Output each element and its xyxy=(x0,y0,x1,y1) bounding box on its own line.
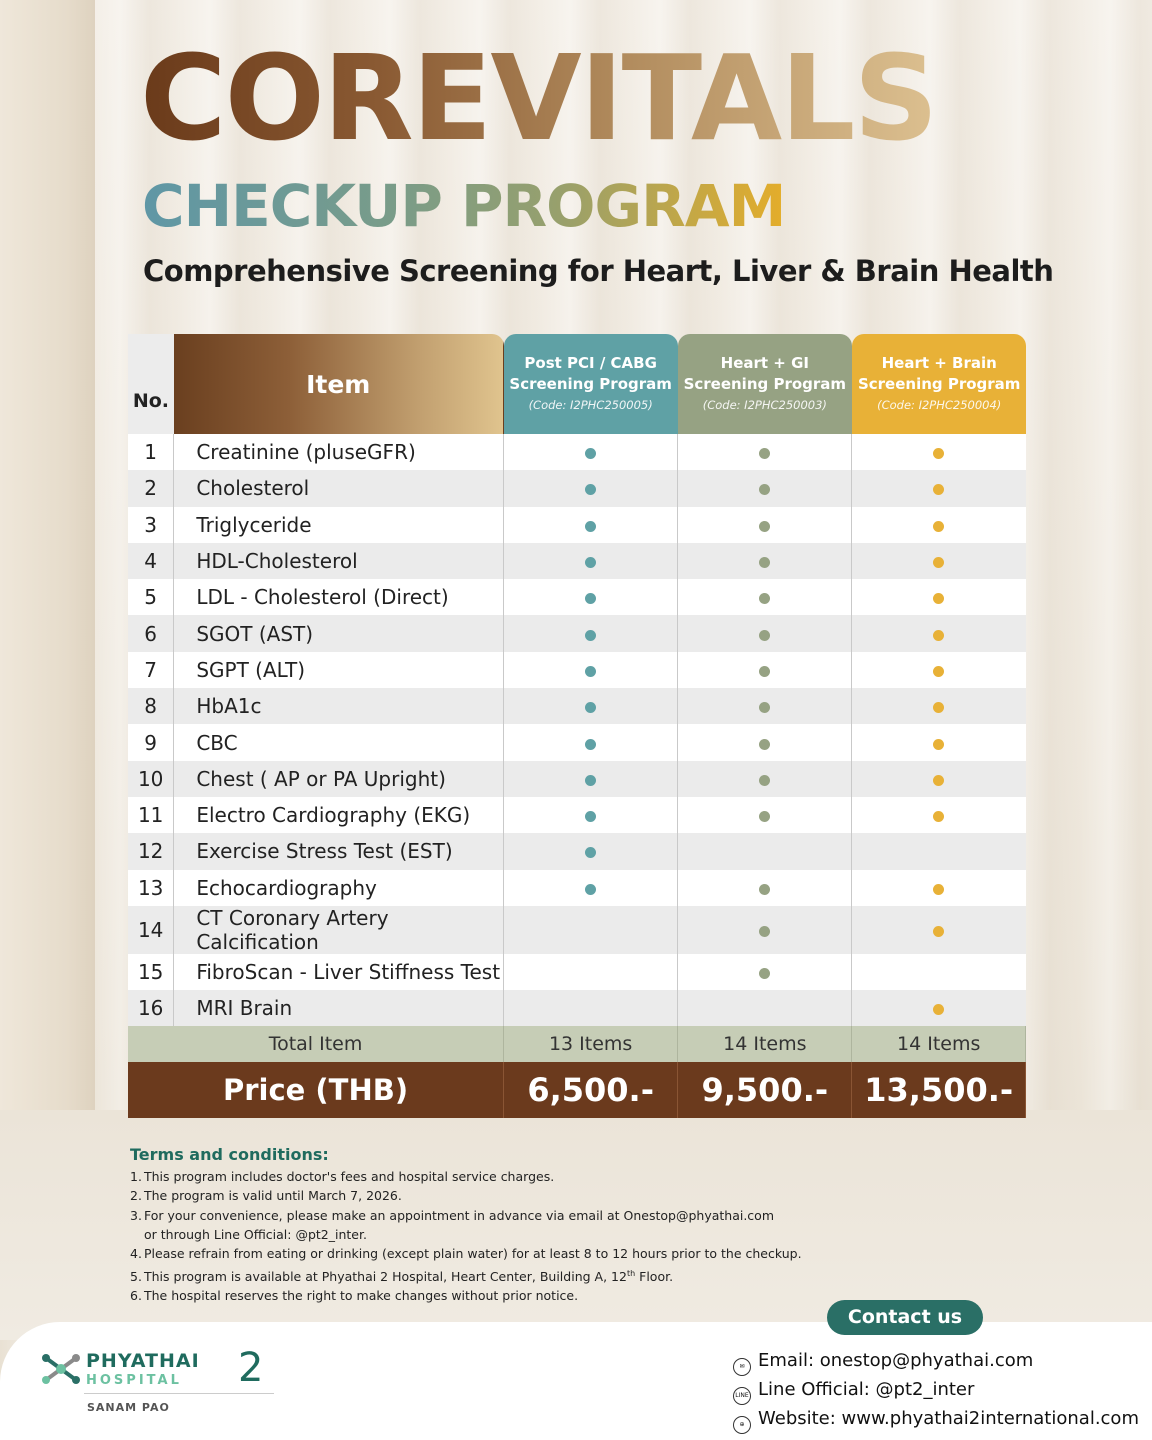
row-number: 1 xyxy=(128,434,174,470)
included-dot-icon xyxy=(933,1004,944,1015)
inclusion-cell xyxy=(504,797,678,833)
inclusion-cell xyxy=(678,579,852,615)
row-item-name: Chest ( AP or PA Upright) xyxy=(174,761,504,797)
table-row xyxy=(128,507,1026,543)
row-number: 4 xyxy=(128,543,174,579)
included-dot-icon xyxy=(759,884,770,895)
included-dot-icon xyxy=(585,448,596,459)
table-row xyxy=(128,761,1026,797)
row-item-name: Electro Cardiography (EKG) xyxy=(174,797,504,833)
program-name-line2: Screening Program xyxy=(509,374,672,393)
tagline: Comprehensive Screening for Heart, Liver & Brain Health xyxy=(143,254,1054,288)
table-row xyxy=(128,434,1026,470)
row-item-name: SGPT (ALT) xyxy=(174,652,504,688)
row-number: 9 xyxy=(128,724,174,760)
terms-item-number: 5. xyxy=(130,1268,142,1284)
inclusion-cell xyxy=(504,954,678,990)
included-dot-icon xyxy=(759,484,770,495)
inclusion-cell xyxy=(504,507,678,543)
included-dot-icon xyxy=(585,775,596,786)
contact-line-text: Line Official: @pt2_inter xyxy=(758,1379,975,1400)
contact-line[interactable] xyxy=(733,1376,1139,1405)
included-dot-icon xyxy=(759,702,770,713)
program-name-line1: Heart + GI xyxy=(720,353,809,372)
terms-item-number: 1. xyxy=(130,1169,142,1184)
inclusion-cell xyxy=(504,688,678,724)
inclusion-cell xyxy=(852,434,1026,470)
inclusion-cell xyxy=(504,761,678,797)
included-dot-icon xyxy=(759,557,770,568)
included-dot-icon xyxy=(585,484,596,495)
price-row xyxy=(128,1062,1026,1118)
background-curtain xyxy=(0,0,95,1120)
page-title: COREVITALS xyxy=(140,29,937,167)
contact-info xyxy=(733,1347,1139,1434)
table-row xyxy=(128,870,1026,906)
row-number: 11 xyxy=(128,797,174,833)
terms-list xyxy=(130,1167,802,1305)
row-number: 3 xyxy=(128,507,174,543)
globe-icon: ⊕ xyxy=(733,1416,751,1434)
row-item-name: Exercise Stress Test (EST) xyxy=(174,833,504,869)
inclusion-cell xyxy=(678,833,852,869)
inclusion-cell xyxy=(678,797,852,833)
inclusion-cell xyxy=(678,434,852,470)
terms-item xyxy=(130,1286,802,1305)
included-dot-icon xyxy=(933,593,944,604)
row-number: 5 xyxy=(128,579,174,615)
row-number: 14 xyxy=(128,906,174,954)
program-code: (Code: I2PHC250004) xyxy=(877,397,1002,412)
terms-item-text: For your convenience, please make an appointment in advance via email at Onestop@phyathai.com xyxy=(144,1207,775,1223)
table-row xyxy=(128,833,1026,869)
included-dot-icon xyxy=(933,739,944,750)
included-dot-icon xyxy=(759,811,770,822)
inclusion-cell xyxy=(678,652,852,688)
row-item-name: Creatinine (pluseGFR) xyxy=(174,434,504,470)
row-item-name: FibroScan - Liver Stiffness Test xyxy=(174,954,504,990)
table-row xyxy=(128,543,1026,579)
inclusion-cell xyxy=(504,870,678,906)
price-heart-gi: 9,500.- xyxy=(678,1062,852,1118)
included-dot-icon xyxy=(933,484,944,495)
included-dot-icon xyxy=(933,630,944,641)
row-item-name: Cholesterol xyxy=(174,470,504,506)
row-item-name: CT Coronary Artery Calcification xyxy=(174,906,504,954)
total-heart-gi: 14 Items xyxy=(678,1026,852,1062)
logo-divider xyxy=(84,1393,274,1394)
row-item-name: CBC xyxy=(174,724,504,760)
total-heart-brain: 14 Items xyxy=(852,1026,1026,1062)
contact-email-text: Email: onestop@phyathai.com xyxy=(758,1350,1034,1371)
inclusion-cell xyxy=(504,724,678,760)
row-item-name: SGOT (AST) xyxy=(174,615,504,651)
inclusion-cell xyxy=(678,761,852,797)
contact-website[interactable] xyxy=(733,1405,1139,1434)
inclusion-cell xyxy=(852,615,1026,651)
inclusion-cell xyxy=(504,579,678,615)
inclusion-cell xyxy=(504,833,678,869)
molecule-logo-icon xyxy=(40,1352,82,1386)
total-items-row xyxy=(128,1026,1026,1062)
inclusion-cell xyxy=(852,797,1026,833)
contact-email[interactable] xyxy=(733,1347,1139,1376)
header-program-post-pci xyxy=(504,334,678,434)
logo-name: PHYATHAI xyxy=(86,1350,200,1372)
included-dot-icon xyxy=(585,593,596,604)
row-number: 6 xyxy=(128,615,174,651)
program-name-line1: Heart + Brain xyxy=(881,353,997,372)
included-dot-icon xyxy=(585,521,596,532)
inclusion-cell xyxy=(504,543,678,579)
row-number: 2 xyxy=(128,470,174,506)
table-row xyxy=(128,797,1026,833)
included-dot-icon xyxy=(759,775,770,786)
total-label: Total Item xyxy=(128,1026,504,1062)
inclusion-cell xyxy=(852,579,1026,615)
terms-item xyxy=(130,1244,802,1263)
included-dot-icon xyxy=(933,521,944,532)
inclusion-cell xyxy=(678,543,852,579)
table-row xyxy=(128,652,1026,688)
terms-and-conditions xyxy=(130,1145,802,1305)
row-item-name: LDL - Cholesterol (Direct) xyxy=(174,579,504,615)
included-dot-icon xyxy=(759,593,770,604)
program-code: (Code: I2PHC250005) xyxy=(528,397,653,412)
included-dot-icon xyxy=(933,775,944,786)
inclusion-cell xyxy=(678,870,852,906)
terms-item xyxy=(130,1206,802,1225)
included-dot-icon xyxy=(933,811,944,822)
inclusion-cell xyxy=(678,688,852,724)
inclusion-cell xyxy=(852,507,1026,543)
included-dot-icon xyxy=(585,847,596,858)
included-dot-icon xyxy=(759,448,770,459)
row-number: 7 xyxy=(128,652,174,688)
terms-item-number: 4. xyxy=(130,1246,142,1262)
inclusion-cell xyxy=(678,470,852,506)
price-post-pci: 6,500.- xyxy=(504,1062,678,1118)
logo-branch: SANAM PAO xyxy=(87,1401,170,1414)
header-no: No. xyxy=(128,334,174,434)
header-program-heart-brain xyxy=(852,334,1026,434)
hero-title-block xyxy=(140,29,937,167)
inclusion-cell xyxy=(504,434,678,470)
terms-item-text: or through Line Official: @pt2_inter. xyxy=(144,1226,367,1242)
inclusion-cell xyxy=(852,724,1026,760)
inclusion-cell xyxy=(504,615,678,651)
total-post-pci: 13 Items xyxy=(504,1026,678,1062)
terms-item-number: 2. xyxy=(130,1188,142,1204)
row-item-name: MRI Brain xyxy=(174,990,504,1026)
program-code: (Code: I2PHC250003) xyxy=(702,397,827,412)
inclusion-cell xyxy=(678,724,852,760)
terms-item xyxy=(130,1167,802,1186)
terms-item-number: 3. xyxy=(130,1207,142,1223)
header-item: Item xyxy=(174,334,504,434)
row-item-name: HbA1c xyxy=(174,688,504,724)
program-comparison-table xyxy=(128,334,1026,1118)
included-dot-icon xyxy=(933,666,944,677)
included-dot-icon xyxy=(585,884,596,895)
included-dot-icon xyxy=(585,739,596,750)
row-item-name: Echocardiography xyxy=(174,870,504,906)
included-dot-icon xyxy=(933,557,944,568)
row-number: 16 xyxy=(128,990,174,1026)
terms-item-text: Please refrain from eating or drinking (except plain water) for at least 8 to 12 hours prior to the checkup. xyxy=(144,1246,802,1262)
included-dot-icon xyxy=(759,521,770,532)
included-dot-icon xyxy=(585,811,596,822)
terms-item xyxy=(130,1263,802,1285)
inclusion-cell xyxy=(852,688,1026,724)
inclusion-cell xyxy=(504,906,678,954)
table-row xyxy=(128,579,1026,615)
table-row xyxy=(128,906,1026,954)
terms-item-number: 6. xyxy=(130,1287,142,1303)
page-subtitle: CHECKUP PROGRAM xyxy=(142,172,786,240)
included-dot-icon xyxy=(933,926,944,937)
terms-item xyxy=(130,1225,802,1244)
included-dot-icon xyxy=(585,557,596,568)
row-number: 15 xyxy=(128,954,174,990)
inclusion-cell xyxy=(852,954,1026,990)
inclusion-cell xyxy=(678,906,852,954)
program-name-line2: Screening Program xyxy=(857,374,1021,393)
included-dot-icon xyxy=(585,666,596,677)
included-dot-icon xyxy=(759,739,770,750)
logo-hospital: HOSPITAL xyxy=(86,1373,182,1388)
inclusion-cell xyxy=(504,470,678,506)
included-dot-icon xyxy=(933,884,944,895)
terms-item xyxy=(130,1186,802,1205)
inclusion-cell xyxy=(678,507,852,543)
row-number: 12 xyxy=(128,833,174,869)
inclusion-cell xyxy=(504,652,678,688)
inclusion-cell xyxy=(852,543,1026,579)
included-dot-icon xyxy=(933,702,944,713)
table-row xyxy=(128,688,1026,724)
included-dot-icon xyxy=(933,448,944,459)
contact-us-button[interactable]: Contact us xyxy=(827,1300,983,1335)
inclusion-cell xyxy=(852,761,1026,797)
table-row xyxy=(128,954,1026,990)
included-dot-icon xyxy=(759,926,770,937)
row-item-name: Triglyceride xyxy=(174,507,504,543)
email-icon: ✉ xyxy=(733,1358,751,1376)
line-app-icon: LINE xyxy=(733,1387,751,1405)
terms-heading: Terms and conditions: xyxy=(130,1145,329,1164)
table-row xyxy=(128,724,1026,760)
inclusion-cell xyxy=(852,870,1026,906)
header-program-heart-gi xyxy=(678,334,852,434)
table-row xyxy=(128,615,1026,651)
price-label: Price (THB) xyxy=(128,1062,504,1118)
inclusion-cell xyxy=(678,954,852,990)
inclusion-cell xyxy=(852,990,1026,1026)
program-name-line2: Screening Program xyxy=(683,374,847,393)
inclusion-cell xyxy=(678,615,852,651)
inclusion-cell xyxy=(504,990,678,1026)
inclusion-cell xyxy=(852,652,1026,688)
terms-item-text: The hospital reserves the right to make changes without prior notice. xyxy=(144,1287,579,1303)
included-dot-icon xyxy=(585,630,596,641)
included-dot-icon xyxy=(585,702,596,713)
inclusion-cell xyxy=(852,833,1026,869)
contact-website-text: Website: www.phyathai2international.com xyxy=(758,1408,1139,1429)
inclusion-cell xyxy=(678,990,852,1026)
included-dot-icon xyxy=(759,630,770,641)
terms-item-text: The program is valid until March 7, 2026. xyxy=(144,1188,402,1204)
row-number: 8 xyxy=(128,688,174,724)
terms-item-text: This program includes doctor's fees and hospital service charges. xyxy=(144,1169,555,1184)
inclusion-cell xyxy=(852,470,1026,506)
included-dot-icon xyxy=(759,666,770,677)
row-number: 10 xyxy=(128,761,174,797)
table-header-row xyxy=(128,334,1026,434)
logo-number: 2 xyxy=(238,1345,264,1391)
included-dot-icon xyxy=(759,968,770,979)
price-heart-brain: 13,500.- xyxy=(852,1062,1026,1118)
terms-item-text: This program is available at Phyathai 2 Hospital, Heart Center, Building A, 12th Floor. xyxy=(144,1268,674,1284)
table-row xyxy=(128,470,1026,506)
row-number: 13 xyxy=(128,870,174,906)
row-item-name: HDL-Cholesterol xyxy=(174,543,504,579)
table-row xyxy=(128,990,1026,1026)
inclusion-cell xyxy=(852,906,1026,954)
program-name-line1: Post PCI / CABG xyxy=(524,353,657,372)
